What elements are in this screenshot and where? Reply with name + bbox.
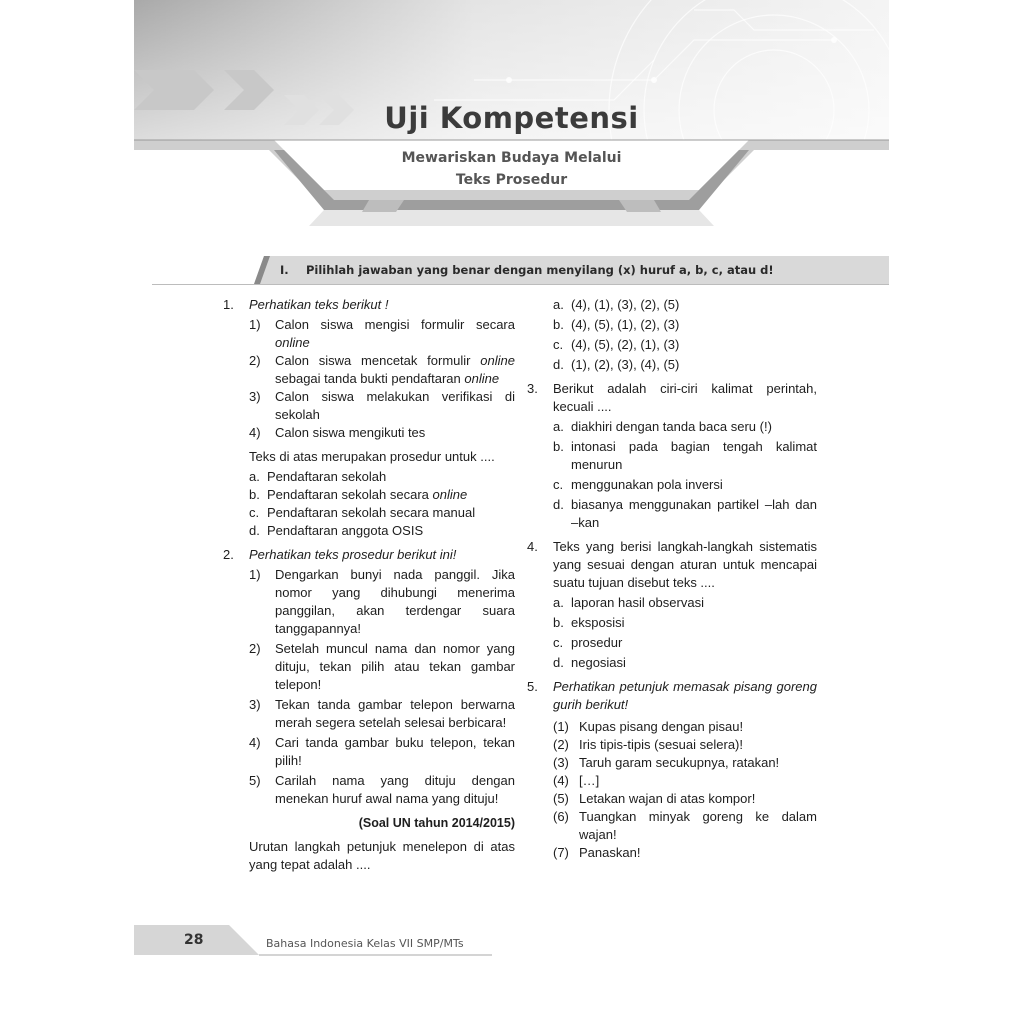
question-text: Teks di atas merupakan prosedur untuk .... [249,449,495,464]
option[interactable]: c. prosedur [553,635,623,650]
page-footer [134,925,494,957]
right-column [527,296,817,862]
question-2 [223,546,515,874]
option[interactable]: d. negosiasi [553,655,626,670]
list-item: 4) Cari tanda gambar buku telepon, tekan pilih! [249,735,515,768]
question-3 [527,380,817,532]
book-title: Bahasa Indonesia Kelas VII SMP/MTs [266,937,464,950]
list-item: 4) Calon siswa mengikuti tes [249,425,426,440]
question-5 [527,678,817,862]
source-note: (Soal UN tahun 2014/2015) [358,816,515,830]
question-1 [223,296,515,540]
question-number: 2. [223,547,234,562]
question-text: Urutan langkah petunjuk menelepon di atas yang tepat adalah .... [249,839,515,872]
subtitle-line-1: Mewariskan Budaya Melalui [401,150,622,166]
list-item: 2) Calon siswa mencetak formulir online sebagai tanda bukti pendaftaran online [249,353,515,386]
left-column [223,296,515,874]
option[interactable]: b. Pendaftaran sekolah secara online [249,487,468,502]
option[interactable]: c. menggunakan pola inversi [553,477,723,492]
list-item: 2) Setelah muncul nama dan nomor yang dituju, tekan pilih atau tekan gambar telepon! [249,641,515,692]
divider [152,284,889,285]
question-prompt: Perhatikan teks berikut ! [249,297,389,312]
list-item: 3) Tekan tanda gambar telepon berwarna merah segera setelah selesai berbicara! [249,697,515,730]
question-number: 1. [223,297,234,312]
question-2-options [527,296,817,374]
header-banner [134,0,889,232]
question-prompt: Perhatikan teks prosedur berikut ini! [249,547,457,562]
option[interactable]: b. intonasi pada bagian tengah kalimat menurun [553,439,817,472]
list-item: (7) Panaskan! [553,845,641,860]
question-number: 5. [527,679,538,694]
option[interactable]: a. Pendaftaran sekolah [249,469,387,484]
instruction-number: I. [280,263,289,277]
list-item: (1) Kupas pisang dengan pisau! [553,719,744,734]
question-prompt: Perhatikan petunjuk memasak pisang goreng gurih berikut! [553,679,817,712]
option[interactable]: a. (4), (1), (3), (2), (5) [553,297,680,312]
question-number: 4. [527,539,538,554]
page-title: Uji Kompetensi [384,101,639,135]
list-item: 3) Calon siswa melakukan verifikasi di sekolah [249,389,515,422]
list-item: 1) Calon siswa mengisi formulir secara online [249,317,515,350]
page-number: 28 [184,932,204,948]
option[interactable]: a. laporan hasil observasi [553,595,704,610]
list-item: (5) Letakan wajan di atas kompor! [553,791,756,806]
list-item: (2) Iris tipis-tipis (sesuai selera)! [553,737,743,752]
list-item: (6) Tuangkan minyak goreng ke dalam wajan! [553,809,817,842]
list-item: 5) Carilah nama yang dituju dengan menekan huruf awal nama yang dituju! [249,773,515,806]
option[interactable]: c. (4), (5), (2), (1), (3) [553,337,680,352]
book-page [134,0,889,1024]
instruction-bar [254,256,889,286]
option[interactable]: a. diakhiri dengan tanda baca seru (!) [553,419,772,434]
option[interactable]: c. Pendaftaran sekolah secara manual [249,505,476,520]
question-text: Berikut adalah ciri-ciri kalimat perintah, kecuali .... [553,381,817,414]
subtitle-line-2: Teks Prosedur [455,172,568,188]
option[interactable]: b. (4), (5), (1), (2), (3) [553,317,680,332]
option[interactable]: b. eksposisi [553,615,625,630]
list-item: (4) […] [553,773,600,788]
option[interactable]: d. (1), (2), (3), (4), (5) [553,357,680,372]
instruction-text: Pilihlah jawaban yang benar dengan menyilang (x) huruf a, b, c, atau d! [306,263,774,277]
question-number: 3. [527,381,538,396]
list-item: (3) Taruh garam secukupnya, ratakan! [553,755,780,770]
list-item: 1) Dengarkan bunyi nada panggil. Jika nomor yang dihubungi menerima panggilan, akan terdengar suara tanggapannya! [249,567,515,636]
option[interactable]: d. Pendaftaran anggota OSIS [249,523,424,538]
question-4 [527,538,817,672]
option[interactable]: d. biasanya menggunakan partikel –lah dan –kan [553,497,817,530]
question-text: Teks yang berisi langkah-langkah sistematis yang sesuai dengan aturan untuk mencapai suatu tujuan disebut teks .... [553,539,817,590]
